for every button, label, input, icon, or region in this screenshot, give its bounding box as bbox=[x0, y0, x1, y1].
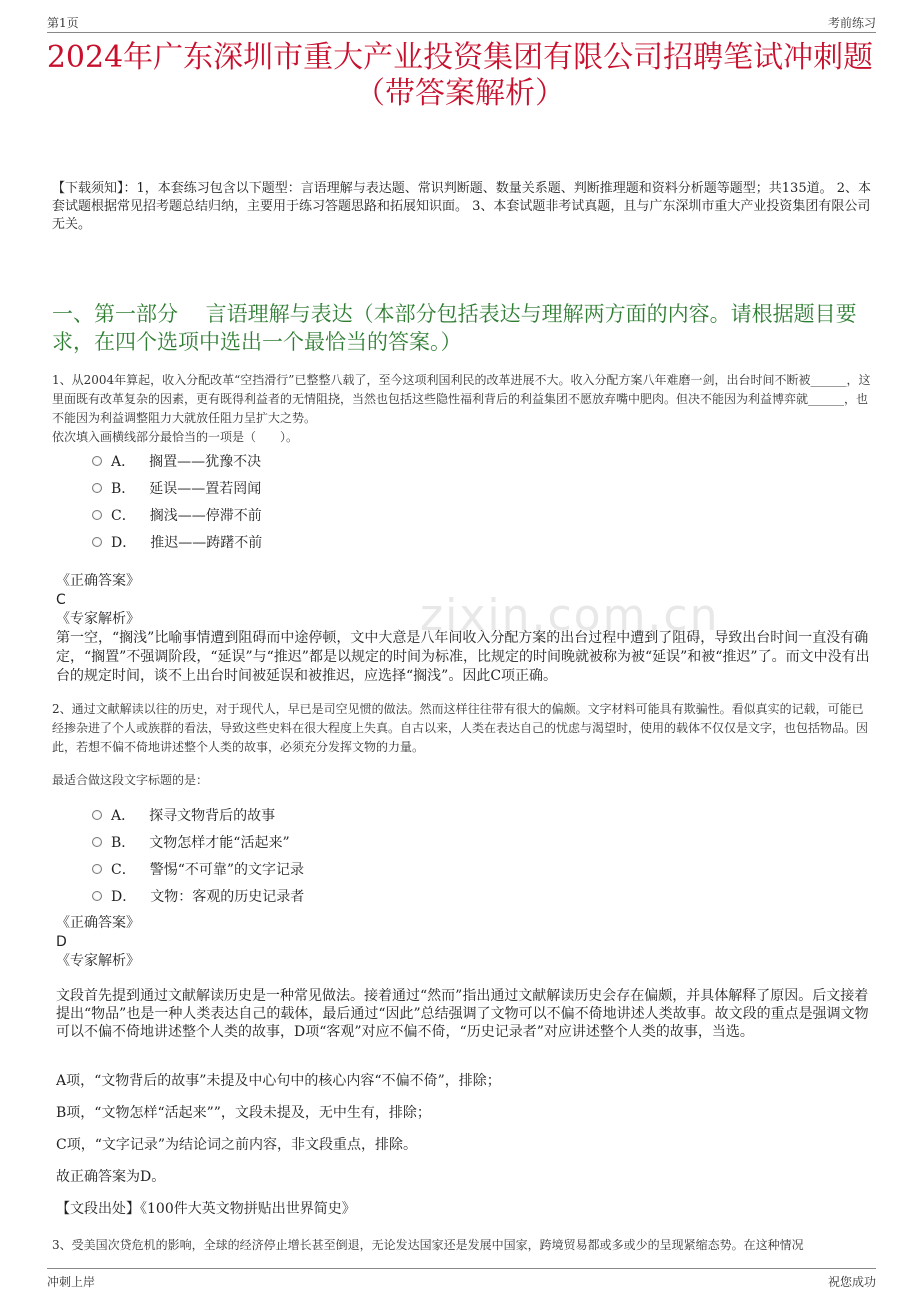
analysis-b-note: B项，“文物怎样“活起来””，文段未提及，无中生有，排除； bbox=[56, 1105, 431, 1121]
question-3-text: 3、受美国次贷危机的影响，全球的经济停止增长甚至倒退，无论发达国家还是发展中国家，跨境贸易都或多或少的呈现紧缩态势。在这种情况 bbox=[52, 1238, 804, 1252]
radio-icon[interactable] bbox=[92, 837, 102, 847]
page-header bbox=[47, 12, 876, 33]
question-2-options bbox=[92, 801, 304, 909]
question-2-answer-block bbox=[56, 914, 872, 971]
text-source: 【文段出处】《100件大英文物拼贴出世界简史》 bbox=[56, 1201, 356, 1217]
answer-title: 《正确答案》 bbox=[56, 915, 140, 931]
analysis-text: 第一空，“搁浅”比喻事情遭到阻碍而中途停顿，文中大意是八年间收入分配方案的出台过程中遭到了阻碍，导致出台时间一直没有确定，“搁置”不强调阶段，“延误”与“推迟”都是以规定的时间为标准，比规定的时间晚就被称为被“延误”和被“推迟”了。而文中没有出台的规定时间，谈不上出台时间被延误和被推迟，应选择“搁浅”。因此C项正确。 bbox=[56, 630, 870, 684]
analysis-c-note: C项，“文字记录”为结论词之前内容，非文段重点，排除。 bbox=[56, 1137, 418, 1153]
footer-right: 祝您成功 bbox=[827, 1275, 876, 1289]
radio-icon[interactable] bbox=[92, 483, 102, 493]
question-1-text: 1、从2004年算起，收入分配改革“空挡滑行”已整整八载了，至今这项利国利民的改革进展不大。收入分配方案八年难磨一剑，出台时间不断被______，这里面既有改革复杂的因素，更有既得利益者的无情阻挠，当然也包括这些隐性福利背后的利益集团不愿放弃嘴中肥肉。但决不能因为利益博弈就______，也不能因为利益调整阻力大就放任阻力呈扩大之势。 bbox=[52, 373, 871, 425]
option-b[interactable]: B． 延误——置若罔闻 bbox=[92, 474, 262, 501]
option-d[interactable]: D． 文物：客观的历史记录者 bbox=[92, 882, 304, 909]
question-2-text: 2、通过文献解读以往的历史，对于现代人，早已是司空见惯的做法。然而这样往往带有很大的偏颇。文字材料可能具有欺骗性。看似真实的记载，可能已经掺杂进了个人或族群的看法，导致这些史料在很大程度上失真。自古以来，人类在表达自己的忧虑与渴望时，使用的载体不仅仅是文字，也包括物品。因此，若想不偏不倚地讲述整个人类的故事，必须充分发挥文物的力量。 bbox=[52, 702, 869, 754]
radio-icon[interactable] bbox=[92, 510, 102, 520]
header-tag: 考前练习 bbox=[827, 16, 876, 30]
question-1-options bbox=[92, 447, 262, 555]
radio-icon[interactable] bbox=[92, 810, 102, 820]
radio-icon[interactable] bbox=[92, 864, 102, 874]
answer-title: 《正确答案》 bbox=[56, 573, 140, 589]
analysis-title: 《专家解析》 bbox=[56, 611, 140, 627]
page-footer bbox=[47, 1268, 876, 1293]
section-heading: 一、第一部分 言语理解与表达（本部分包括表达与理解两方面的内容。请根据题目要求，在四个选项中选出一个最恰当的答案。） bbox=[52, 302, 857, 354]
watermark: zixin.com.cn bbox=[420, 590, 720, 641]
footer-left: 冲刺上岸 bbox=[47, 1275, 96, 1289]
analysis-title: 《专家解析》 bbox=[56, 953, 140, 969]
option-a[interactable]: A． 探寻文物背后的故事 bbox=[92, 801, 304, 828]
question-2-prompt: 最适合做这段文字标题的是： bbox=[52, 773, 209, 787]
analysis-text: 文段首先提到通过文献解读历史是一种常见做法。接着通过“然而”指出通过文献解读历史会存在偏颇，并具体解释了原因。后文接着提出“物品”也是一种人类表达自己的载体，最后通过“因此”总结强调了文物可以不偏不倚地讲述人类故事。故文段的重点是强调文物可以不偏不倚地讲述整个人类的故事，D项“客观”对应不偏不倚，“历史记录者”对应讲述整个人类的故事，当选。 bbox=[56, 988, 869, 1040]
question-1-prompt: 依次填入画横线部分最恰当的一项是（ ）。 bbox=[52, 430, 299, 444]
radio-icon[interactable] bbox=[92, 537, 102, 547]
title-line-2: （带答案解析） bbox=[355, 76, 565, 111]
page-number: 第1页 bbox=[47, 16, 79, 30]
analysis-a-note: A项，“文物背后的故事”未提及中心句中的核心内容“不偏不倚”，排除； bbox=[56, 1073, 501, 1089]
option-b[interactable]: B． 文物怎样才能“活起来” bbox=[92, 828, 304, 855]
option-d[interactable]: D． 推迟——踌躇不前 bbox=[92, 528, 262, 555]
radio-icon[interactable] bbox=[92, 891, 102, 901]
answer-value: D bbox=[56, 934, 67, 950]
option-c[interactable]: C． 搁浅——停滞不前 bbox=[92, 501, 262, 528]
option-a[interactable]: A． 搁置——犹豫不决 bbox=[92, 447, 262, 474]
question-1-answer-block bbox=[56, 572, 872, 686]
download-notice: 【下载须知】：1，本套练习包含以下题型：言语理解与表达题、常识判断题、数量关系题、判断推理题和资料分析题等题型；共135道。 2、本套试题根据常见招考题总结归纳，主要用于练习答题思路和拓展知识面。 3、本套试题非考试真题，且与广东深圳市重大产业投资集团有限公司无关。 bbox=[52, 181, 871, 232]
answer-value: C bbox=[56, 592, 66, 608]
radio-icon[interactable] bbox=[92, 456, 102, 466]
document-title bbox=[40, 40, 880, 112]
analysis-conclusion: 故正确答案为D。 bbox=[56, 1169, 166, 1185]
option-c[interactable]: C． 警惕“不可靠”的文字记录 bbox=[92, 855, 304, 882]
title-line-1: 2024年广东深圳市重大产业投资集团有限公司招聘笔试冲刺题 bbox=[46, 40, 874, 75]
